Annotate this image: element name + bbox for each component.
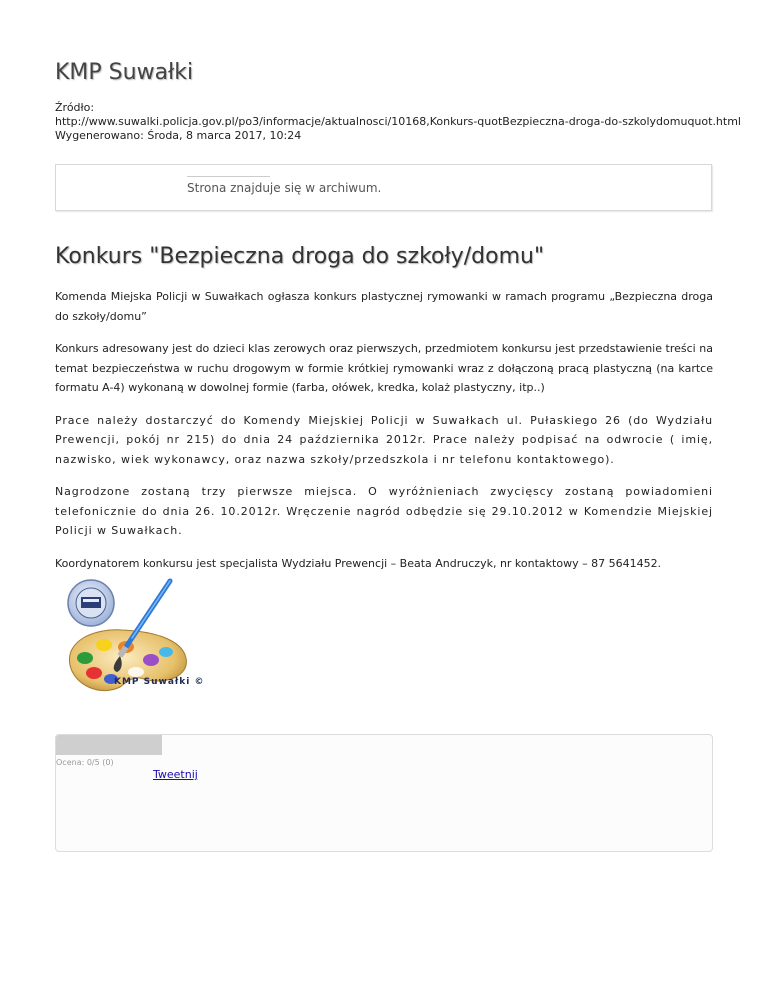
archive-notice-box <box>55 164 712 211</box>
article-paragraph: Koordynatorem konkursu jest specjalista Wydziału Prewencji – Beata Andruczyk, nr kontaktowy – 87 5641452. <box>55 556 662 570</box>
article-title: Konkurs "Bezpieczna droga do szkoły/domu" <box>55 244 545 269</box>
article-body <box>55 287 713 586</box>
generated-date: Wygenerowano: Środa, 8 marca 2017, 10:24 <box>55 129 302 142</box>
article-paragraph: Komenda Miejska Policji w Suwałkach ogłasza konkurs plastycznej rymowanki w ramach programu „Bezpieczna droga do szkoły/domu” <box>55 290 713 323</box>
source-label: Źródło: <box>55 101 95 114</box>
rating-text: Ocena: 0/5 (0) <box>56 758 114 767</box>
rating-box <box>55 734 713 852</box>
image-caption: KMP Suwałki © <box>114 677 205 687</box>
article-image <box>60 573 208 698</box>
article-paragraph: Konkurs adresowany jest do dzieci klas zerowych oraz pierwszych, przedmiotem konkursu jest przedstawienie treści na temat bezpieczeństwa w ruchu drogowym w formie krótkiej rymowanki wraz z dołączoną pracą plastyczną (na kartce formatu A-4) wykonaną w dowolnej formie (farba, ołówek, kredka, kolaż plastyczny, itp..) <box>55 342 713 394</box>
source-url: http://www.suwalki.policja.gov.pl/po3/informacje/aktualnosci/10168,Konkurs-quotBezpieczna-droga-do-szkolydomuquot.html <box>55 115 741 128</box>
rating-stars[interactable] <box>56 735 162 755</box>
divider <box>187 176 270 177</box>
source-meta <box>55 101 741 143</box>
tweet-link[interactable]: Tweetnij <box>153 768 198 781</box>
archive-notice: Strona znajduje się w archiwum. <box>187 181 382 195</box>
article-paragraph: Nagrodzone zostaną trzy pierwsze miejsca. O wyróżnieniach zwycięscy zostaną powiadomieni telefonicznie do dnia 26. 10.2012r. Wręczenie nagród odbędzie się 29.10.2012 w Komendzie Miejskiej Policji w Suwałkach. <box>55 485 713 537</box>
article-paragraph: Prace należy dostarczyć do Komendy Miejskiej Policji w Suwałkach ul. Pułaskiego 26 (do Wydziału Prewencji, pokój nr 215) do dnia 24 października 2012r. Prace należy podpisać na odwrocie ( imię, nazwisko, wiek wykonawcy, oraz nazwa szkoły/przedszkola i nr telefonu kontaktowego). <box>55 413 713 466</box>
site-title: KMP Suwałki <box>55 60 194 85</box>
